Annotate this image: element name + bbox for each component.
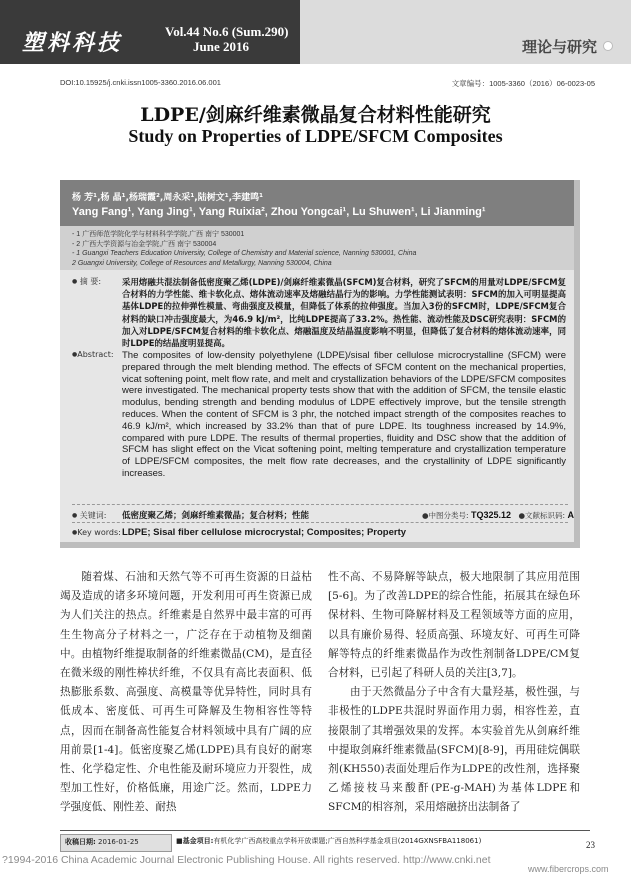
abstract-box bbox=[60, 180, 580, 548]
article-number: 文章编号：1005-3360（2016）06-0023-05 bbox=[451, 79, 595, 88]
journal-logo: 塑料科技 bbox=[22, 30, 123, 56]
body-column-right: 性不高、不易降解等缺点，极大地限制了其应用范围[5-6]。为了改善LDPE的综合性能，拓展其在绿色环保材料、生物可降解材料及工程领域等方面的应用，以具有廉价易得、轻质高强、环境友好、可再生可降解等特点的纤维素微晶作为改性剂制备LDPE/CM复合材料，已引起了科研人员的关注[3,7]。 由于天然微晶分子中含有大量羟基，极性强，与非极性的LDPE共混时界面作用力弱，相容性差，直接限制了其增强效果的发挥。本实验首先从剑麻纤维中提取剑麻纤维素微晶(SFCM)[8-9]，再用硅烷偶联剂(KH550)表面处理后作为LDPE的改性剂，选择聚乙烯接枝马来酸酐(PE-g-MAH)为基体LDPE和SFCM的相容剂，采用熔融挤出法制备了 bbox=[328, 571, 580, 814]
affiliation-line: 2 Guangxi University, College of Resources and Metallurgy, Nanning 530004, China bbox=[72, 259, 332, 267]
affiliations bbox=[60, 226, 574, 270]
authors-chinese: 杨 芳¹,杨 晶¹,杨瑞霞²,周永采¹,陆树文¹,李建鸣¹ bbox=[72, 193, 264, 203]
watermark-url: www.fibercrops.com bbox=[528, 864, 609, 874]
copyright-line: ?1994-2016 China Academic Journal Electronic Publishing House. All rights reserved. http://www.cnki.net bbox=[2, 854, 491, 866]
abstract-en-label: ●Abstract: bbox=[72, 350, 114, 359]
divider bbox=[72, 504, 568, 505]
authors-band bbox=[60, 180, 574, 226]
abstract-cn-label: ● 摘 要: bbox=[72, 277, 102, 286]
volume-number: Vol.44 No.6 (Sum.290) bbox=[165, 24, 289, 39]
keywords-english: LDPE; Sisal fiber cellulose microcrystal; Composites; Property bbox=[122, 527, 407, 538]
footer-rule bbox=[60, 830, 590, 831]
classification: ●中图分类号: TQ325.12 ●文献标识码: A bbox=[422, 510, 574, 520]
divider bbox=[72, 522, 568, 523]
keywords-chinese: 低密度聚乙烯；剑麻纤维素微晶；复合材料；性能 bbox=[122, 511, 310, 521]
issue-date: June 2016 bbox=[193, 39, 249, 54]
section-label: 理论与研究 bbox=[521, 38, 597, 56]
page-number: 23 bbox=[586, 840, 595, 850]
volume-info bbox=[165, 24, 288, 54]
section-dot-icon bbox=[603, 41, 613, 51]
title-chinese: LDPE/剑麻纤维素微晶复合材料性能研究 bbox=[140, 104, 491, 126]
received-date: 收稿日期: 2016-01-25 bbox=[60, 834, 172, 852]
journal-header bbox=[0, 0, 631, 64]
doi: DOI:10.15925/j.cnki.issn1005-3360.2016.06.001 bbox=[60, 78, 221, 87]
keywords-cn-label: ● 关键词: bbox=[72, 511, 107, 520]
authors-english: Yang Fang¹, Yang Jing¹, Yang Ruixia², Zhou Yongcai¹, Lu Shuwen¹, Li Jianming¹ bbox=[72, 206, 486, 218]
fund-info: ■基金项目:有机化学广西高校重点学科开放课题;广西自然科学基金项目(2014GXNSFBA118061) bbox=[176, 837, 482, 845]
abstract-english: The composites of low-density polyethylene (LDPE)/sisal fiber cellulose microcrystalline (SFCM) were prepared through the melt blending method. The effects of SFCM content on the mechanical properties, vicat softening point, melt flow rate, and melt and crystallization behaviors of the LDPE/SFCM composites were investigated. The mechanical property tests show that with the addition of SFCM, the tensile elastic modulus, bending strength and bending modulus of LDPE effectively improve, but the tensile strength reduces. When the content of SFCM is 3 phr, the notched impact strength of the composites reaches to 46.9 kJ/m², which increased by 33.2% than that of pure LDPE. Its toughness increased by 14.9%, compared with pure LDPE. The results of thermal properties, fluidity and DSC show that the addition of SFCM has slight effect on the Vicat softening point, melting temperature and crystallization temperature of LDPE/SFCM composites, the melt flow rate decreases, and the crystallinity of LDPE significantly increases. bbox=[122, 350, 566, 479]
affiliation-line: - 1 Guangxi Teachers Education University, College of Chemistry and Material science, Nanning 530001, China bbox=[72, 250, 417, 257]
abstract-chinese: 采用熔融共混法制备低密度聚乙烯(LDPE)/剑麻纤维素微晶(SFCM)复合材料，研究了SFCM的用量对LDPE/SFCM复合材料的力学性能、维卡软化点、熔体流动速率及熔融结晶行为的影响。力学性能测试表明：SFCM的加入可明显提高基体LDPE的拉伸弹性模量、弯曲强度及模量，但降低了体系的拉伸强度。当加入3份的SFCM时，LDPE/SFCM复合材料的缺口冲击强度最大，为46.9 kJ/m²，比纯LDPE提高了33.2%。热性能、流动性能及DSC研究表明：SFCM的加入对LDPE/SFCM复合材料的维卡软化点、熔融温度及结晶温度影响不明显，但降低了复合材料的熔体流动速率，同时LDPE的结晶度明显提高。 bbox=[122, 277, 566, 349]
affiliation-line: - 2 广西大学资源与冶金学院,广西 南宁 530004 bbox=[72, 240, 217, 248]
body-column-left: 随着煤、石油和天然气等不可再生资源的日益枯竭及造成的诸多环境问题，开发利用可再生资源已成为人们关注的热点。纤维素是自然界中最丰富的可再生生物高分子材料之一，广泛存在于动植物及细菌中。由植物纤维提取制备的纤维素微晶(CM)，是直径在微米级的刚性棒状纤维，不仅具有高比表面积、低热膨胀系数、高强度、高模量等优异特性，同时具有低成本、密度低、可再生可降解及生物相容性等特点，因而在制备高性能复合材料领域中具有广阔的应用前景[1-4]。低密度聚乙烯(LDPE)具有良好的耐寒性、化学稳定性、介电性能及耐环境应力开裂性，成型加工性好，价格低廉，用途广泛。然而，LDPE力学强度低、刚性差、耐热 bbox=[60, 571, 312, 814]
affiliation-line: - 1 广西师范学院化学与材料科学学院,广西 南宁 530001 bbox=[72, 231, 245, 238]
keywords-en-label: ●Key words: bbox=[72, 528, 121, 537]
title-english: Study on Properties of LDPE/SFCM Composites bbox=[128, 126, 503, 146]
